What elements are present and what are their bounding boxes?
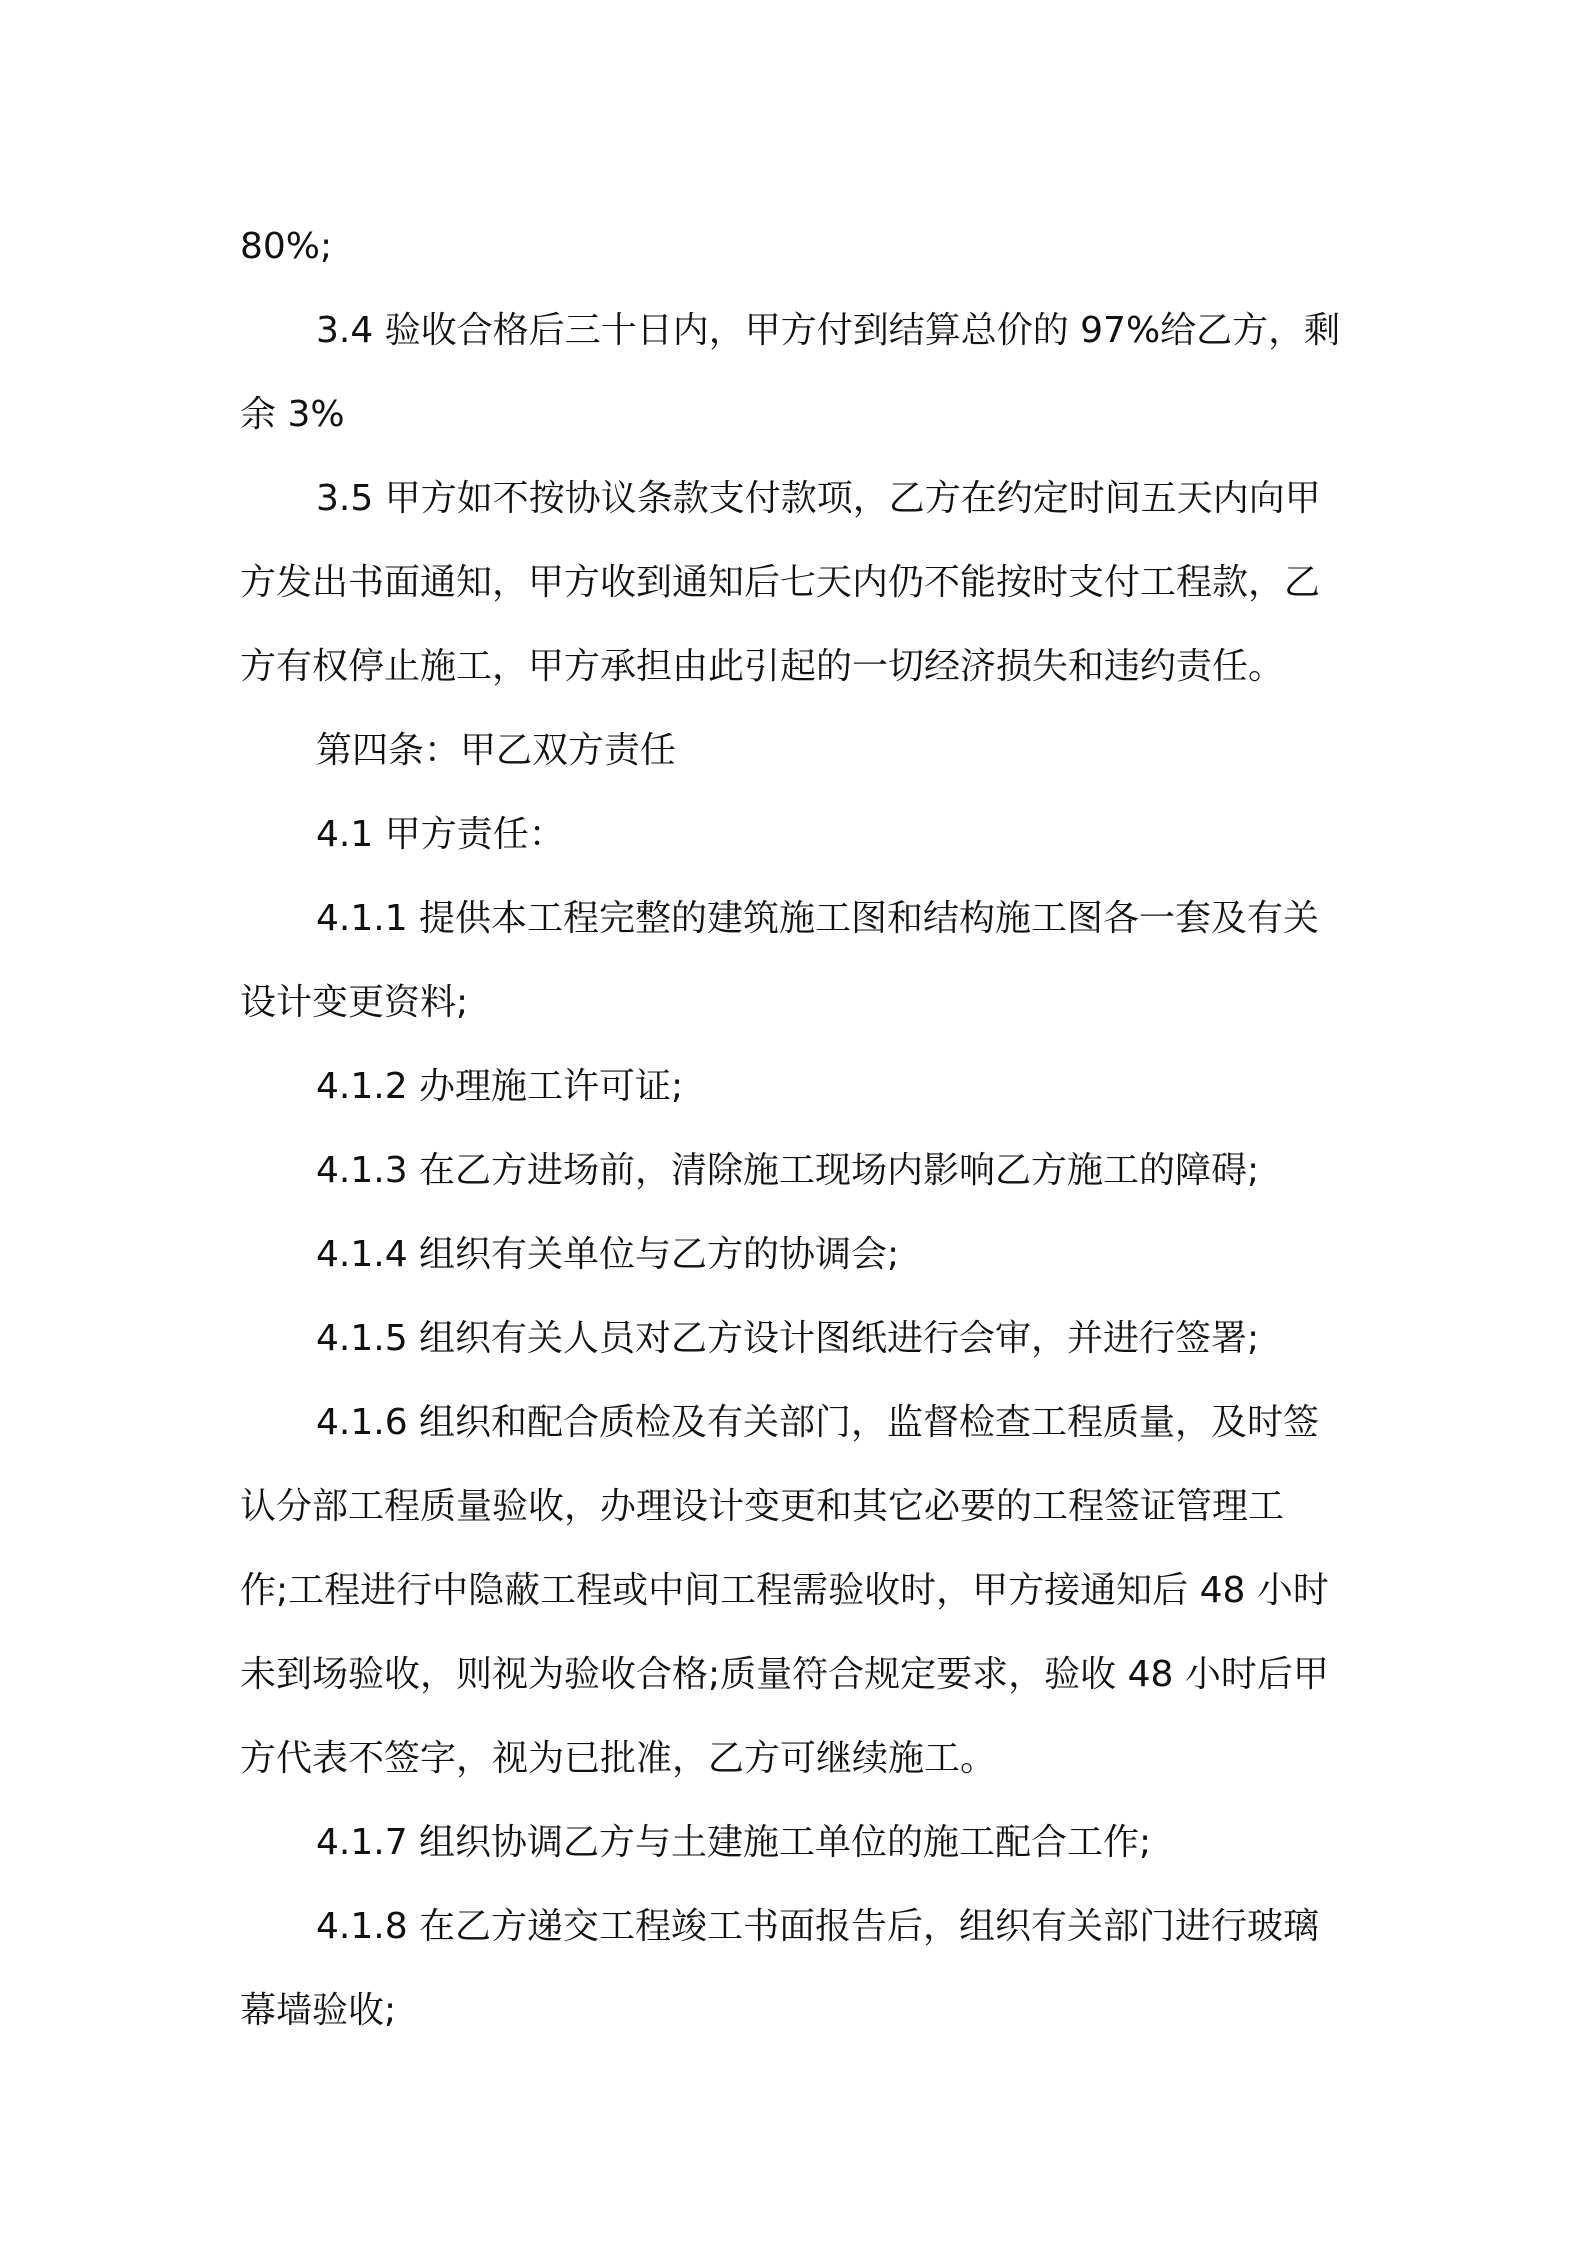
text-line: 80%; (240, 226, 333, 267)
text-line: 4.1.4 组织有关单位与乙方的协调会; (316, 1234, 900, 1275)
text-line: 4.1 甲方责任： (316, 814, 565, 855)
paragraph (240, 1045, 1355, 1129)
text-line: 4.1.5 组织有关人员对乙方设计图纸进行会审，并进行签署; (316, 1318, 1260, 1359)
paragraph (240, 1129, 1355, 1213)
text-line: 幕墙验收; (240, 1990, 397, 2031)
text-line: 4.1.7 组织协调乙方与土建施工单位的施工配合工作; (316, 1822, 1152, 1863)
text-line: 设计变更资料; (240, 982, 469, 1023)
paragraph (240, 877, 1355, 1045)
paragraph (240, 1885, 1355, 2053)
text-line: 3.4 验收合格后三十日内，甲方付到结算总价的 97%给乙方，剩 (316, 310, 1341, 351)
text-line: 4.1.1 提供本工程完整的建筑施工图和结构施工图各一套及有关 (316, 898, 1320, 939)
text-line: 3.5 甲方如不按协议条款支付款项，乙方在约定时间五天内向甲 (316, 478, 1321, 519)
paragraph (240, 289, 1355, 457)
text-line: 作;工程进行中隐蔽工程或中间工程需验收时，甲方接通知后 48 小时 (240, 1570, 1329, 1611)
paragraph (240, 1381, 1355, 1801)
text-line: 方代表不签字，视为已批准，乙方可继续施工。 (240, 1738, 997, 1779)
paragraph (240, 457, 1355, 709)
text-line: 4.1.6 组织和配合质检及有关部门，监督检查工程质量，及时签 (316, 1402, 1320, 1443)
text-line: 4.1.2 办理施工许可证; (316, 1066, 684, 1107)
text-line: 第四条：甲乙双方责任 (316, 730, 677, 771)
text-line: 方发出书面通知，甲方收到通知后七天内仍不能按时支付工程款，乙 (240, 562, 1321, 603)
document-body (240, 205, 1355, 2053)
text-line: 4.1.8 在乙方递交工程竣工书面报告后，组织有关部门进行玻璃 (316, 1906, 1320, 1947)
text-line: 认分部工程质量验收，办理设计变更和其它必要的工程签证管理工 (240, 1486, 1285, 1527)
paragraph (240, 709, 1355, 793)
paragraph (240, 793, 1355, 877)
text-line: 余 3% (240, 394, 345, 435)
text-line: 4.1.3 在乙方进场前，清除施工现场内影响乙方施工的障碍; (316, 1150, 1260, 1191)
paragraph (240, 1801, 1355, 1885)
paragraph (240, 1297, 1355, 1381)
text-line: 未到场验收，则视为验收合格;质量符合规定要求，验收 48 小时后甲 (240, 1654, 1329, 1695)
text-line: 方有权停止施工，甲方承担由此引起的一切经济损失和违约责任。 (240, 646, 1285, 687)
paragraph (240, 205, 1355, 289)
paragraph (240, 1213, 1355, 1297)
